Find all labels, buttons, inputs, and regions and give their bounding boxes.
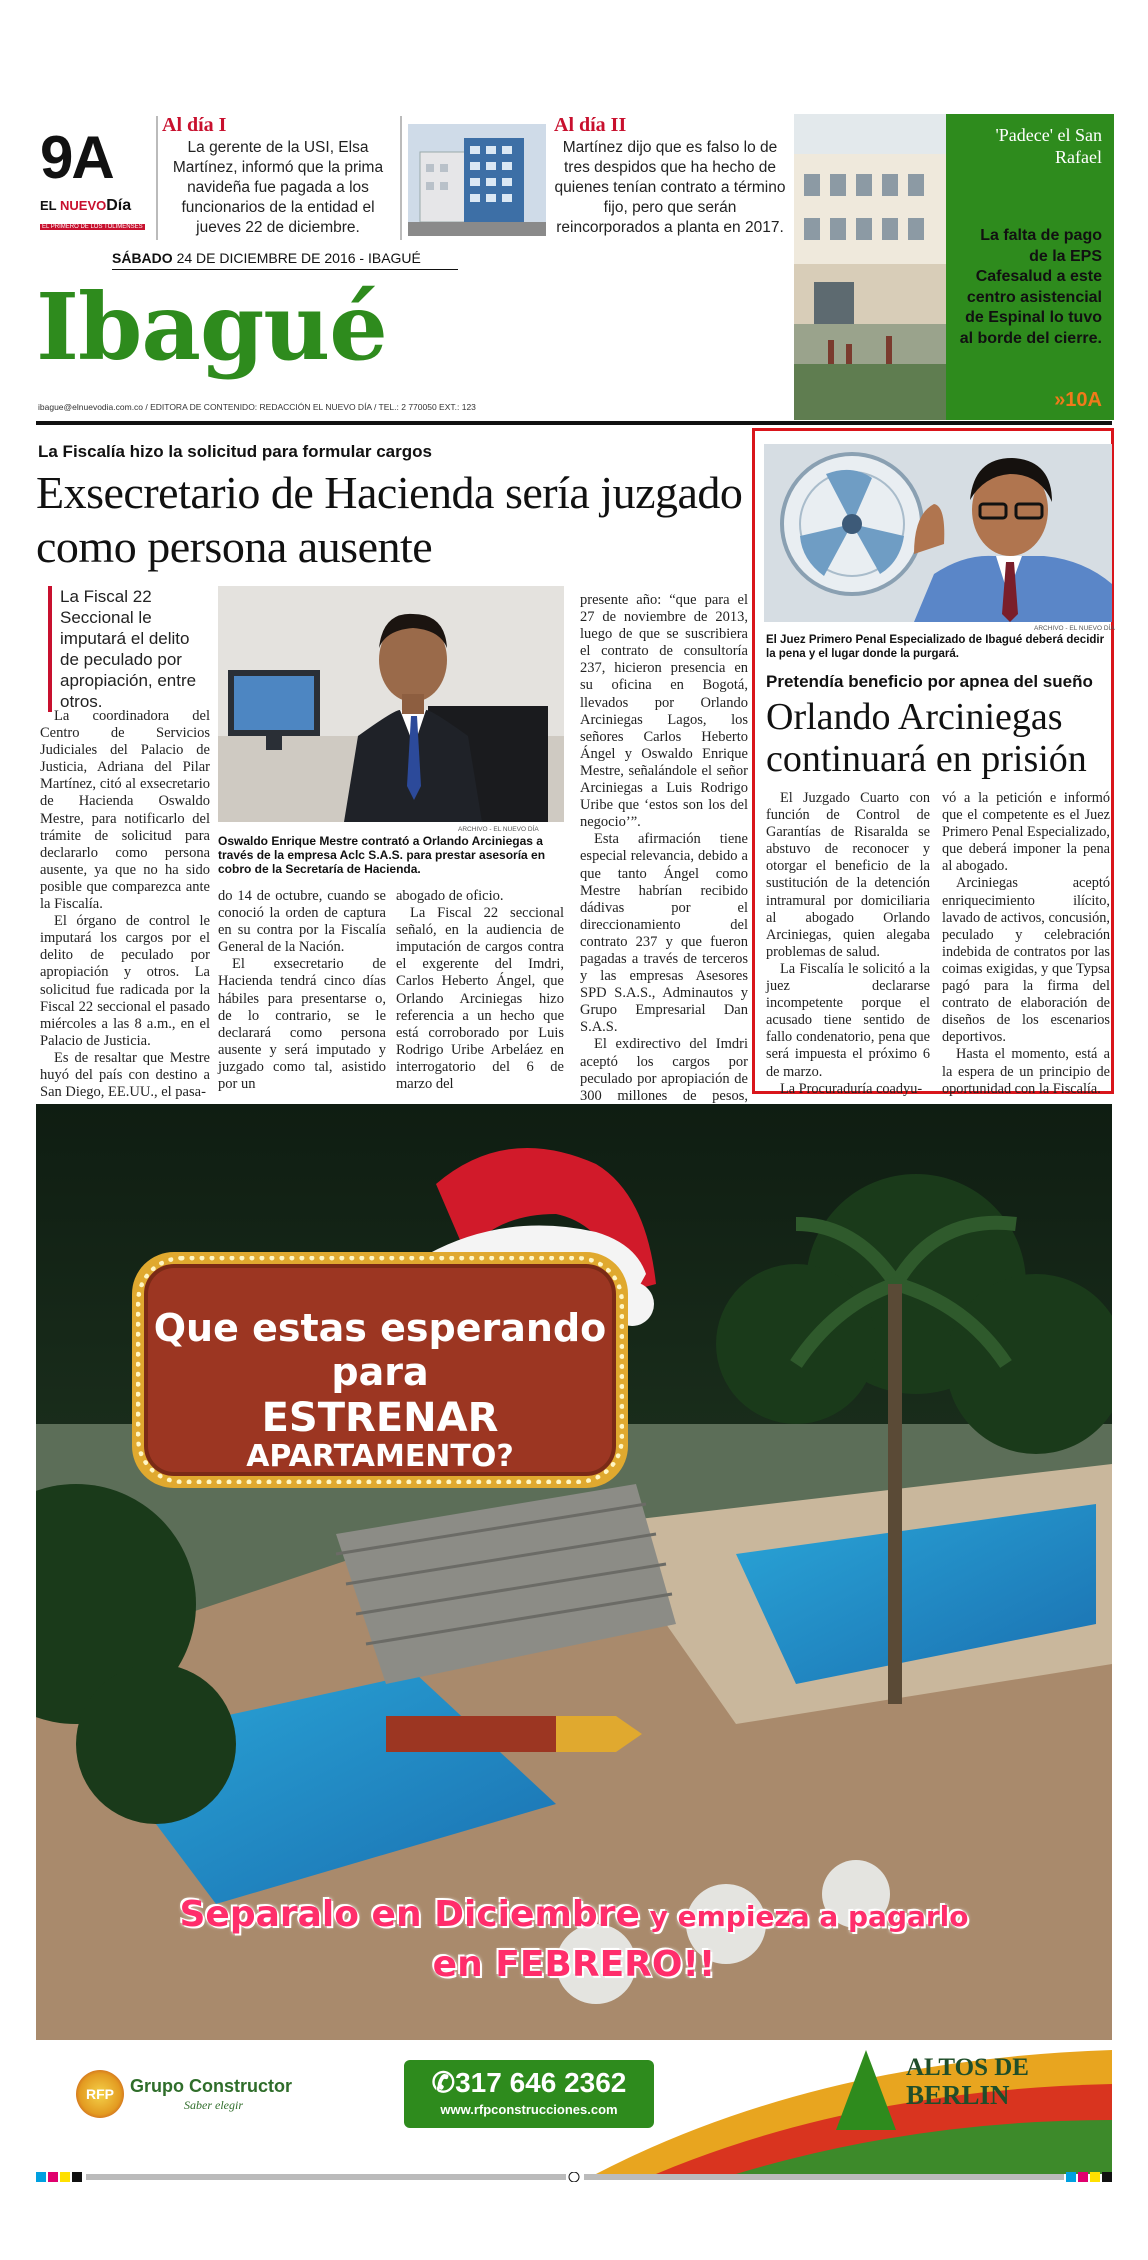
header-rule xyxy=(36,421,1112,425)
side-article-photo xyxy=(764,444,1112,622)
divider xyxy=(400,116,402,240)
page-number: 9A xyxy=(40,124,113,191)
photo-credit: ARCHIVO - EL NUEVO DÍA xyxy=(458,826,539,833)
promo-photo xyxy=(794,114,948,420)
ad-phone[interactable] xyxy=(404,2066,654,2099)
main-article-headline: Exsecretario de Hacienda sería juzgado como persona ausente xyxy=(36,467,743,572)
main-article-column-3 xyxy=(396,888,564,1093)
paragraph: La coordinadora del Centro de Servicios Judiciales del Palacio de Justicia, Adriana del Pilar Martínez, citó al exsecretario de Hacienda Oswaldo Mestre, para notificarlo del trámite de solicitud para declararlo como persona ausente, ya que no ha sido posible que comparezca ante la Fiscalía. xyxy=(40,708,210,913)
promo-kicker: 'Padece' el San Rafael xyxy=(995,125,1102,167)
paragraph: El Juzgado Cuarto con función de Control de Garantías de Risaralda se abstuvo de reconocer y otorgar el beneficio de la sustitución de la detención intramural por domiciliaria al abogado Orlando Arciniegas, quien alegaba problemas de salud. xyxy=(766,790,930,960)
paragraph: El exdirectivo del Imdri aceptó los cargos por peculado por apropiación de 300 millones de pesos, xyxy=(580,1036,748,1104)
paragraph: El exsecretario de Hacienda tendrá cinco días hábiles para presentarse o, de lo contrario, se le declarará como persona ausente y será imputado y juzgado como tal, asistido por un xyxy=(218,956,386,1093)
main-article-kicker: La Fiscalía hizo la solicitud para formular cargos xyxy=(38,442,432,461)
paper-logo xyxy=(40,197,160,230)
side-article-column-1 xyxy=(766,790,930,1098)
main-article-lead: La Fiscal 22 Seccional le imputará el delito de peculado por apropiación, entre otros. xyxy=(48,586,208,712)
promo-text: La falta de pago de la EPS Cafesalud a este centro asistencial de Espinal lo tuvo al borde del cierre. xyxy=(959,227,1102,347)
main-article-column-4 xyxy=(580,592,748,1139)
ad-brand-line-1: ALTOS DE xyxy=(906,2054,1029,2081)
ad-phone-number[interactable]: 317 646 2362 xyxy=(455,2067,627,2098)
dateline xyxy=(112,250,458,270)
paragraph: vó a la petición e informó que el competente es el Juez Primero Penal Especializado, que deberá imponer la pena al abogado. xyxy=(942,790,1110,875)
ad-slogan-a: Separalo en Diciembre xyxy=(179,1894,640,1935)
paragraph: La Procuraduría coadyu- xyxy=(780,1080,923,1097)
paragraph: presente año: “que para el 27 de noviembre de 2013, luego de que se suscribiera el contrato de consultoría 237, hicieron presencia en su oficina en Bogotá, llevados por Orlando Arciniegas Lagos, los señores Carlos Heberto Ángel y Oswaldo Enrique Mestre, señalándole el señor Arciniegas a Luis Rodrigo Uribe que ‘estos son los del negocio’”. xyxy=(580,592,748,831)
paragraph: Arciniegas aceptó enriquecimiento ilícito, lavado de activos, concusión, peculado y celebración indebida de contratos por las coimas exigidas, y que Typsa pagó para la firma del contrato de elaboración de diseños de los escenarios deportivos. xyxy=(942,875,1110,1046)
main-article-column-1 xyxy=(40,708,210,1101)
logo-nuevo: NUEVO xyxy=(60,198,107,213)
ad-sign-line-2: ESTRENAR xyxy=(261,1395,499,1441)
paragraph: El órgano de control le imputará los cargos por el delito de peculado por apropiación y otros. La solicitud fue radicada por la Fiscal 22 seccional el pasado miércoles a las 8 a.m., en el Palacio de Justicia. xyxy=(40,913,210,1049)
paragraph: Es de resaltar que Mestre huyó del país con destino a San Diego, EE.UU., el pasa- xyxy=(40,1049,210,1101)
paragraph: Hasta el momento, está a la espera de un principio de oportunidad con la Fiscalía. xyxy=(942,1046,1110,1097)
paragraph: Esta afirmación tiene especial relevancia, debido a que tanto Ángel como Mestre habrían recibido dádivas por el direccionamiento del contrato 237 y que fueron pagadas a través de terceros y las empresas Asesores SPD S.A.S., Adminautos y Grupo Empresarial Dan S.A.S. xyxy=(580,831,748,1036)
main-photo-caption: Oswaldo Enrique Mestre contrató a Orlando Arciniegas a través de la empresa Aclc S.A.S. para prestar asesoría en cobro de la Secretaría de Hacienda. xyxy=(218,834,546,876)
side-article-kicker: Pretendía beneficio por apnea del sueño xyxy=(766,672,1093,691)
paragraph: La Fiscalía le solicitó a la juez declararse incompetente porque el acusado tiene sentido de fallo condenatorio, pena que será impuesta el próximo 6 de marzo. xyxy=(766,960,930,1080)
ad-slogan-line-1 xyxy=(36,1894,1112,1935)
logo-slogan: EL PRIMERO DE LOS TOLIMENSES xyxy=(42,224,143,230)
side-article-headline: Orlando Arciniegas continuará en prisión xyxy=(766,696,1087,780)
teaser-2-head: Al día II xyxy=(554,114,627,136)
date-rest: 24 DE DICIEMBRE DE 2016 - IBAGUÉ xyxy=(176,250,421,266)
teaser-2-photo xyxy=(408,124,546,236)
ad-sign-line-3: APARTAMENTO? xyxy=(246,1439,514,1474)
ad-sign xyxy=(132,1252,628,1488)
ad-contact-box[interactable] xyxy=(404,2060,654,2128)
side-photo-caption: El Juez Primero Penal Especializado de Ibagué deberá decidir la pena y el lugar donde la purgará. xyxy=(766,634,1105,660)
rfp-tagline: Saber elegir xyxy=(184,2098,243,2112)
ad-slogan-b: y empieza a pagarlo xyxy=(639,1900,969,1933)
date-day: SÁBADO xyxy=(112,250,173,266)
paragraph: do 14 de octubre, cuando se conoció la orden de captura en su contra por la Fiscalía General de la Nación. xyxy=(218,888,386,956)
paragraph: La Fiscal 22 seccional señaló, en la audiencia de imputación de cargos contra el exgerente del Imdri, Carlos Heberto Ángel, que Orlando Arciniegas hizo referencia a un hecho que está corroborado por Luis Rodrigo Uribe Arbeláez en interrogatorio del 6 de marzo del xyxy=(396,905,564,1093)
paragraph: abogado de oficio. xyxy=(396,888,504,904)
phone-icon: ✆ xyxy=(431,2067,456,2098)
main-article-column-2 xyxy=(218,888,386,1093)
divider xyxy=(156,116,158,240)
logo-dia: Día xyxy=(106,197,132,214)
ad-sign-line-1: Que estas esperando para xyxy=(153,1306,607,1394)
ad-slogan-line-2: en FEBRERO!! xyxy=(432,1944,716,1985)
side-article-column-2 xyxy=(942,790,1110,1098)
teaser-1-head: Al día I xyxy=(162,114,227,136)
ad-brand-line-2: BERLIN xyxy=(906,2080,1010,2110)
rfp-name: Grupo Constructor xyxy=(130,2076,292,2096)
ad-website[interactable]: www.rfpconstrucciones.com xyxy=(440,2102,618,2117)
print-color-bar xyxy=(36,2172,1112,2182)
section-title: Ibagué xyxy=(36,273,387,381)
teaser-1-text: La gerente de la USI, Elsa Martínez, informó que la prima navideña fue pagada a los funcionarios de la entidad el jueves 22 de diciembre. xyxy=(172,139,384,236)
section-credits: ibague@elnuevodia.com.co / EDITORA DE CONTENIDO: REDACCIÓN EL NUEVO DÍA / TEL.: 2 770050 EXT.: 123 xyxy=(38,402,476,412)
rfp-logo: RFP xyxy=(76,2070,124,2118)
main-article-photo xyxy=(218,586,564,822)
promo-box[interactable] xyxy=(946,114,1114,420)
teaser-2-text: Martínez dijo que es falso lo de tres despidos que ha hecho de quienes tenían contrato a término fijo, pero que serán reincorporados a planta en 2017. xyxy=(554,139,786,236)
promo-page-ref[interactable]: »10A xyxy=(1054,389,1102,411)
photo-credit: ARCHIVO - EL NUEVO DÍA xyxy=(1034,625,1115,632)
logo-el: EL xyxy=(40,198,60,213)
advertisement[interactable] xyxy=(36,1104,1112,2174)
ad-footer xyxy=(36,2040,1112,2174)
